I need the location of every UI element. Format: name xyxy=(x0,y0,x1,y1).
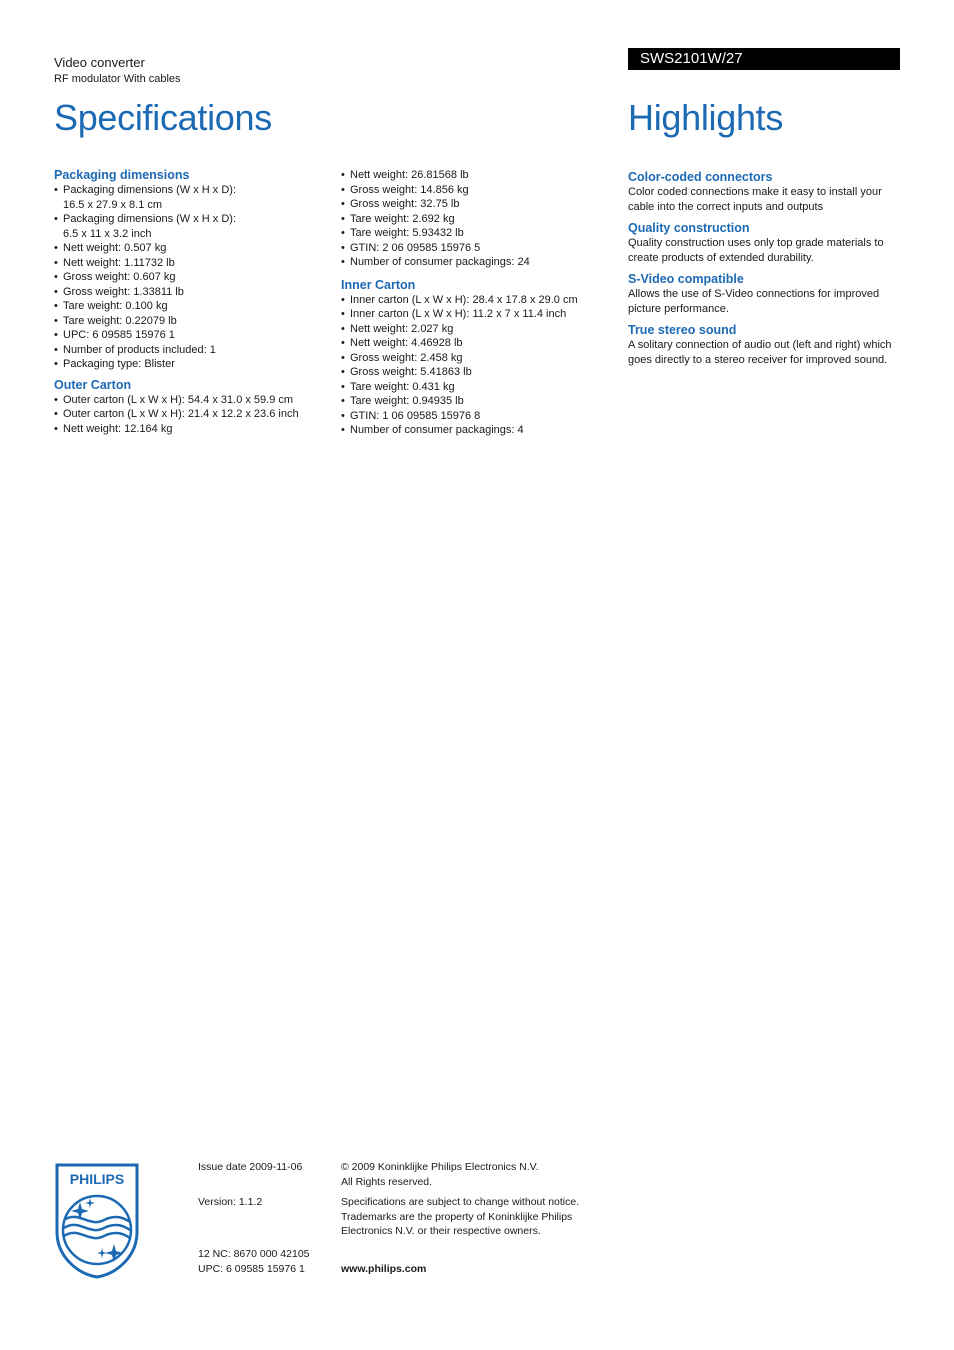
spec-column-1 xyxy=(54,168,334,442)
product-codes xyxy=(198,1247,310,1276)
highlight-body: Color coded connections make it easy to install your cable into the correct inputs and outputs xyxy=(628,186,882,213)
logo-text: PHILIPS xyxy=(69,1171,125,1187)
spec-list xyxy=(341,293,621,438)
spec-list xyxy=(54,393,334,437)
list-item: • Gross weight: 32.75 lb xyxy=(341,197,621,212)
specifications-title: Specifications xyxy=(54,97,272,138)
list-item: • Outer carton (L x W x H): 21.4 x 12.2 x 23.6 inch xyxy=(54,407,334,422)
issue-date: Issue date 2009-11-06 xyxy=(198,1161,303,1173)
spec-column-2 xyxy=(341,168,621,444)
list-item: • Packaging type: Blister xyxy=(54,357,334,372)
list-item: • Gross weight: 2.458 kg xyxy=(341,351,621,366)
disclaimer-line: Specifications are subject to change without notice. xyxy=(341,1196,580,1208)
highlight-item xyxy=(628,323,900,367)
list-item: • Gross weight: 14.856 kg xyxy=(341,183,621,198)
copyright xyxy=(341,1160,611,1189)
upc-code: UPC: 6 09585 15976 1 xyxy=(198,1262,305,1275)
disclaimer-line: Trademarks are the property of Koninklijke Philips xyxy=(341,1210,573,1223)
disclaimer xyxy=(341,1195,611,1239)
list-item: • Tare weight: 0.100 kg xyxy=(54,299,334,314)
product-name: Video converter xyxy=(54,55,145,70)
section-outer-carton-continued xyxy=(341,168,621,270)
list-item: • Packaging dimensions (W x H x D): 16.5 x 27.9 x 8.1 cm xyxy=(54,183,334,212)
section-heading: Packaging dimensions xyxy=(54,168,190,182)
spec-list xyxy=(54,183,334,372)
philips-shield-logo xyxy=(54,1162,140,1280)
highlight-body: A solitary connection of audio out (left and right) which goes directly to a stereo receiver for improved sound. xyxy=(628,339,892,366)
list-item: • Gross weight: 1.33811 lb xyxy=(54,285,334,300)
list-item: • Number of consumer packagings: 4 xyxy=(341,423,621,438)
list-item: • Nett weight: 2.027 kg xyxy=(341,322,621,337)
list-item: • Number of products included: 1 xyxy=(54,343,334,358)
list-item: • Outer carton (L x W x H): 54.4 x 31.0 x 59.9 cm xyxy=(54,393,334,408)
section-heading: Outer Carton xyxy=(54,377,132,392)
highlight-heading: True stereo sound xyxy=(628,323,737,337)
list-item: • Gross weight: 0.607 kg xyxy=(54,270,334,285)
list-item: • Tare weight: 5.93432 lb xyxy=(341,226,621,241)
highlight-item xyxy=(628,170,900,214)
highlights-column xyxy=(628,170,900,374)
list-item: • UPC: 6 09585 15976 1 xyxy=(54,328,334,343)
section-outer-carton xyxy=(54,378,334,437)
list-item: • Nett weight: 4.46928 lb xyxy=(341,336,621,351)
highlight-heading: Color-coded connectors xyxy=(628,170,773,184)
highlight-heading: S-Video compatible xyxy=(628,272,744,286)
list-item: • Tare weight: 0.22079 lb xyxy=(54,314,334,329)
highlight-item xyxy=(628,272,900,316)
highlight-heading: Quality construction xyxy=(628,221,750,235)
section-heading: Inner Carton xyxy=(341,277,416,292)
list-item: • Inner carton (L x W x H): 28.4 x 17.8 x 29.0 cm xyxy=(341,293,621,308)
product-subtitle: RF modulator With cables xyxy=(54,73,181,85)
list-item: • Tare weight: 2.692 kg xyxy=(341,212,621,227)
highlight-item xyxy=(628,221,900,265)
copyright-line: © 2009 Koninklijke Philips Electronics N.V. xyxy=(341,1161,539,1173)
list-item: • GTIN: 1 06 09585 15976 8 xyxy=(341,409,621,424)
copyright-line: All Rights reserved. xyxy=(341,1175,433,1188)
highlights-title: Highlights xyxy=(628,97,784,138)
model-bar: SWS2101W/27 xyxy=(628,48,900,70)
list-item: • Nett weight: 26.81568 lb xyxy=(341,168,621,183)
spec-list xyxy=(341,168,621,270)
nc-code: 12 NC: 8670 000 42105 xyxy=(198,1248,310,1260)
disclaimer-line: Electronics N.V. or their respective owners. xyxy=(341,1225,541,1237)
list-item: • Nett weight: 12.164 kg xyxy=(54,422,334,437)
list-item: • Nett weight: 1.11732 lb xyxy=(54,256,334,271)
section-inner-carton xyxy=(341,278,621,438)
list-item: • Tare weight: 0.94935 lb xyxy=(341,394,621,409)
list-item: • Number of consumer packagings: 24 xyxy=(341,255,621,270)
highlight-body: Allows the use of S-Video connections for improved picture performance. xyxy=(628,288,880,315)
website-link[interactable]: www.philips.com xyxy=(341,1263,427,1275)
section-packaging-dimensions xyxy=(54,168,334,372)
version: Version: 1.1.2 xyxy=(198,1196,263,1208)
list-item: • Nett weight: 0.507 kg xyxy=(54,241,334,256)
list-item: • GTIN: 2 06 09585 15976 5 xyxy=(341,241,621,256)
highlight-body: Quality construction uses only top grade materials to create products of extended durability. xyxy=(628,237,884,264)
list-item: • Tare weight: 0.431 kg xyxy=(341,380,621,395)
list-item: • Gross weight: 5.41863 lb xyxy=(341,365,621,380)
list-item: • Packaging dimensions (W x H x D): 6.5 x 11 x 3.2 inch xyxy=(54,212,334,241)
list-item: • Inner carton (L x W x H): 11.2 x 7 x 11.4 inch xyxy=(341,307,621,322)
